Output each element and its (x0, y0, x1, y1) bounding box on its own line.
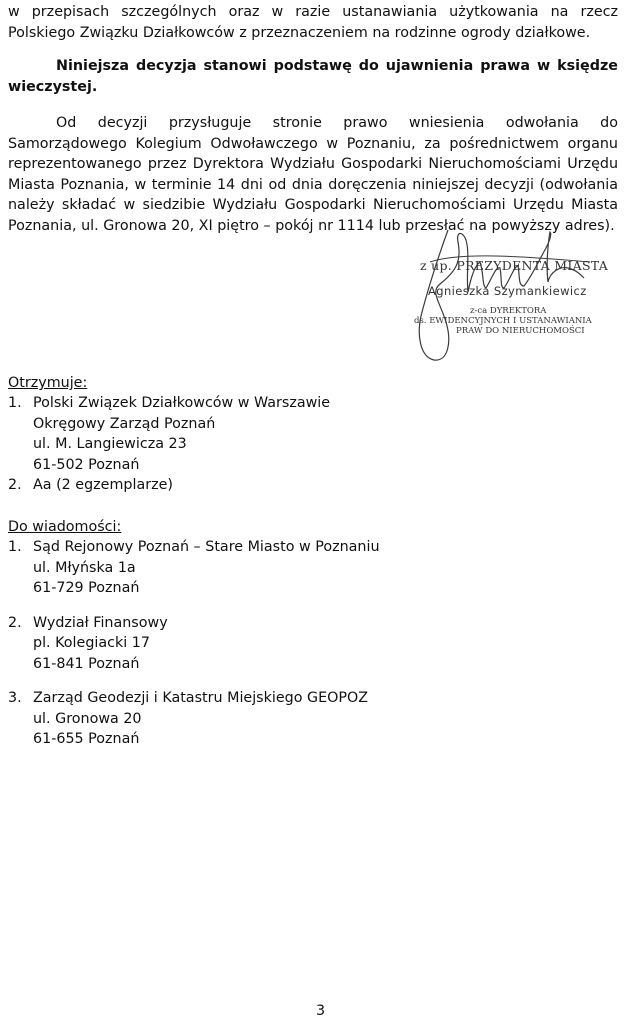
notify-heading: Do wiadomości: (8, 519, 122, 535)
recipient-item (8, 475, 448, 496)
notify-item (8, 688, 448, 750)
paragraph-legal-basis: Niniejsza decyzja stanowi podstawę do ujawnienia prawa w księdze wieczystej. (8, 58, 618, 95)
stamp-line-position: z-ca DYREKTORA (470, 306, 547, 316)
notify-line: pl. Kolegiacki 17 (33, 635, 150, 651)
page-number: 3 (316, 1003, 326, 1019)
notify-line: 61-655 Poznań (33, 731, 140, 747)
recipients-list (8, 393, 448, 496)
list-number: 2. (8, 614, 22, 631)
notify-line: ul. Gronowa 20 (33, 710, 142, 727)
list-number: 1. (8, 539, 22, 555)
stamp-line-department: ds. EWIDENCYJNYCH I USTANAWIANIA (414, 316, 592, 326)
recipient-line: 61-502 Poznań (33, 456, 140, 473)
notify-line: 61-729 Poznań (33, 580, 140, 596)
recipient-item (8, 393, 448, 475)
recipient-line: ul. M. Langiewicza 23 (33, 436, 187, 452)
notify-item (8, 613, 448, 675)
stamp-line-department-2: PRAW DO NIERUCHOMOŚCI (456, 326, 585, 336)
recipient-line: Okręgowy Zarząd Poznań (33, 415, 216, 432)
paragraph-continuation: w przepisach szczególnych oraz w razie ustanawiania użytkowania na rzecz Polskiego Związku Działkowców z przeznaczeniem na rodzinne ogrody działkowe. (8, 4, 618, 41)
stamp-line-name: Agnieszka Szymankiewicz (428, 284, 587, 298)
stamp-line-authorization: z up. PREZYDENTA MIASTA (420, 258, 609, 273)
notify-line: ul. Młyńska 1a (33, 559, 136, 576)
notify-line: Sąd Rejonowy Poznań – Stare Miasto w Poznaniu (33, 539, 380, 555)
notify-list (8, 537, 448, 750)
paragraph-appeal-instructions: Od decyzji przysługuje stronie prawo wniesienia odwołania do Samorządowego Kolegium Odwoławczego w Poznaniu, za pośrednictwem organu reprezentowanego przez Dyrektora Wydziału Gospodarki Nieruchomościami Urzędu Miasta Poznania, w terminie 14 dni od dnia doręczenia niniejszej decyzji (odwołania należy składać w siedzibie Wydziału Gospodarki Nieruchomościami Urzędu Miasta Poznania, ul. Gronowa 20, XI piętro – pokój nr 1114 lub przesłać na powyższy adres). (8, 115, 618, 234)
notify-line: Wydział Finansowy (33, 614, 168, 631)
list-number: 1. (8, 395, 22, 411)
notify-line: Zarząd Geodezji i Katastru Miejskiego GEOPOZ (33, 690, 369, 706)
recipients-heading: Otrzymuje: (8, 375, 88, 391)
list-number: 2. (8, 477, 22, 493)
recipient-line: Polski Związek Działkowców w Warszawie (33, 395, 331, 411)
signature-stamp (400, 222, 609, 372)
recipient-line: Aa (2 egzemplarze) (33, 477, 173, 493)
notify-line: 61-841 Poznań (33, 655, 140, 672)
list-number: 3. (8, 690, 22, 706)
notify-item (8, 537, 448, 599)
